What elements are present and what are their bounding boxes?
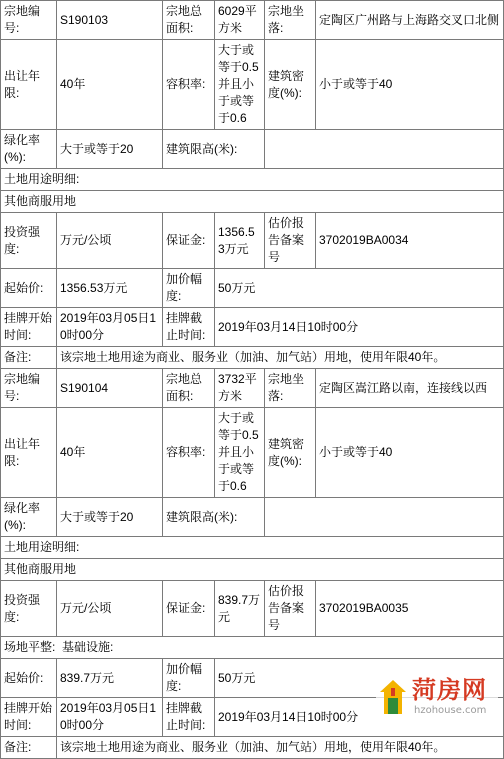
- plot-ratio: 大于或等于0.5并且小于或等于0.6: [215, 40, 265, 130]
- lease-term-label: 出让年限:: [1, 408, 57, 498]
- parcel-code: S190104: [57, 369, 163, 408]
- listing-end-label: 挂牌截止时间:: [163, 698, 215, 737]
- land-use-detail-label: 土地用途明细:: [1, 169, 504, 191]
- parcel-code: S190103: [57, 1, 163, 40]
- watermark-site: hzohouse.com: [414, 705, 487, 716]
- parcel-1-row-remark: [1, 347, 504, 369]
- bid-increment-label: 加价幅度:: [163, 659, 215, 698]
- height-limit-label: 建筑限高(米):: [163, 498, 265, 537]
- investment-intensity-label: 投资强度:: [1, 213, 57, 269]
- deposit: 1356.53万元: [215, 213, 265, 269]
- deposit-label: 保证金:: [163, 213, 215, 269]
- start-price: 839.7万元: [57, 659, 163, 698]
- parcel-code-label: 宗地编号:: [1, 1, 57, 40]
- parcel-2-row-extra: [1, 637, 504, 659]
- building-density: 小于或等于40: [316, 408, 504, 498]
- parcel-1-row-basic: [1, 1, 504, 40]
- parcel-2-row-use-label: [1, 537, 504, 559]
- house-logo-icon: [378, 678, 408, 718]
- listing-end: 2019年03月14日10时00分: [215, 698, 504, 737]
- start-price: 1356.53万元: [57, 269, 163, 308]
- listing-start-label: 挂牌开始时间:: [1, 698, 57, 737]
- land-use-detail: 其他商服用地: [1, 191, 504, 213]
- listing-end-label: 挂牌截止时间:: [163, 308, 215, 347]
- parcel-2-row-invest: [1, 581, 504, 637]
- bid-increment: 50万元: [215, 659, 504, 698]
- parcel-1-row-use: [1, 191, 504, 213]
- lease-term: 40年: [57, 40, 163, 130]
- plot-ratio-label: 容积率:: [163, 40, 215, 130]
- height-limit-label: 建筑限高(米):: [163, 130, 265, 169]
- parcel-area-label: 宗地总面积:: [163, 1, 215, 40]
- parcel-location-label: 宗地坐落:: [265, 369, 316, 408]
- parcel-2-row-term: [1, 408, 504, 498]
- appraisal-record-no: 3702019BA0035: [316, 581, 504, 637]
- investment-intensity-label: 投资强度:: [1, 581, 57, 637]
- appraisal-record-no: 3702019BA0034: [316, 213, 504, 269]
- green-ratio: 大于或等于20: [57, 498, 163, 537]
- appraisal-record-label: 估价报告备案号: [265, 213, 316, 269]
- parcel-location: 定陶区嵩江路以南，连接线以西: [316, 369, 504, 408]
- green-ratio-label: 绿化率(%):: [1, 498, 57, 537]
- investment-intensity: 万元/公顷: [57, 581, 163, 637]
- parcel-1-row-time: [1, 308, 504, 347]
- lease-term-label: 出让年限:: [1, 40, 57, 130]
- watermark-brand: 菏房网: [412, 676, 487, 704]
- listing-start-label: 挂牌开始时间:: [1, 308, 57, 347]
- remark-label: 备注:: [1, 737, 57, 759]
- start-price-label: 起始价:: [1, 269, 57, 308]
- parcel-area-label: 宗地总面积:: [163, 369, 215, 408]
- listing-start: 2019年03月05日10时00分: [57, 308, 163, 347]
- building-density: 小于或等于40: [316, 40, 504, 130]
- land-use-detail-label: 土地用途明细:: [1, 537, 504, 559]
- height-limit: [265, 498, 504, 537]
- parcel-location: 定陶区广州路与上海路交叉口北侧: [316, 1, 504, 40]
- parcel-code-label: 宗地编号:: [1, 369, 57, 408]
- green-ratio-label: 绿化率(%):: [1, 130, 57, 169]
- listing-end: 2019年03月14日10时00分: [215, 308, 504, 347]
- parcel-1-row-term: [1, 40, 504, 130]
- parcel-area: 3732平方米: [215, 369, 265, 408]
- parcel-location-label: 宗地坐落:: [265, 1, 316, 40]
- remark-label: 备注:: [1, 347, 57, 369]
- building-density-label: 建筑密度(%):: [265, 40, 316, 130]
- listing-start: 2019年03月05日10时00分: [57, 698, 163, 737]
- height-limit: [265, 130, 504, 169]
- green-ratio: 大于或等于20: [57, 130, 163, 169]
- bid-increment-label: 加价幅度:: [163, 269, 215, 308]
- start-price-label: 起始价:: [1, 659, 57, 698]
- parcel-area: 6029平方米: [215, 1, 265, 40]
- deposit-label: 保证金:: [163, 581, 215, 637]
- plot-ratio-label: 容积率:: [163, 408, 215, 498]
- parcel-2-row-use: [1, 559, 504, 581]
- bid-increment: 50万元: [215, 269, 504, 308]
- parcel-2-row-remark: [1, 737, 504, 759]
- land-use-detail: 其他商服用地: [1, 559, 504, 581]
- parcel-2-row-green: [1, 498, 504, 537]
- remark: 该宗地土地用途为商业、服务业（加油、加气站）用地，使用年限40年。: [57, 347, 504, 369]
- lease-term: 40年: [57, 408, 163, 498]
- building-density-label: 建筑密度(%):: [265, 408, 316, 498]
- parcel-1-row-use-label: [1, 169, 504, 191]
- remark: 该宗地土地用途为商业、服务业（加油、加气站）用地，使用年限40年。: [57, 737, 504, 759]
- site-watermark-logo: [376, 674, 498, 722]
- parcel-1-row-invest: [1, 213, 504, 269]
- site-prep-infrastructure: 场地平整: 基础设施:: [1, 637, 504, 659]
- plot-ratio: 大于或等于0.5并且小于或等于0.6: [215, 408, 265, 498]
- parcel-2-row-basic: [1, 369, 504, 408]
- parcel-1-row-price: [1, 269, 504, 308]
- appraisal-record-label: 估价报告备案号: [265, 581, 316, 637]
- parcel-1-row-green: [1, 130, 504, 169]
- deposit: 839.7万元: [215, 581, 265, 637]
- investment-intensity: 万元/公顷: [57, 213, 163, 269]
